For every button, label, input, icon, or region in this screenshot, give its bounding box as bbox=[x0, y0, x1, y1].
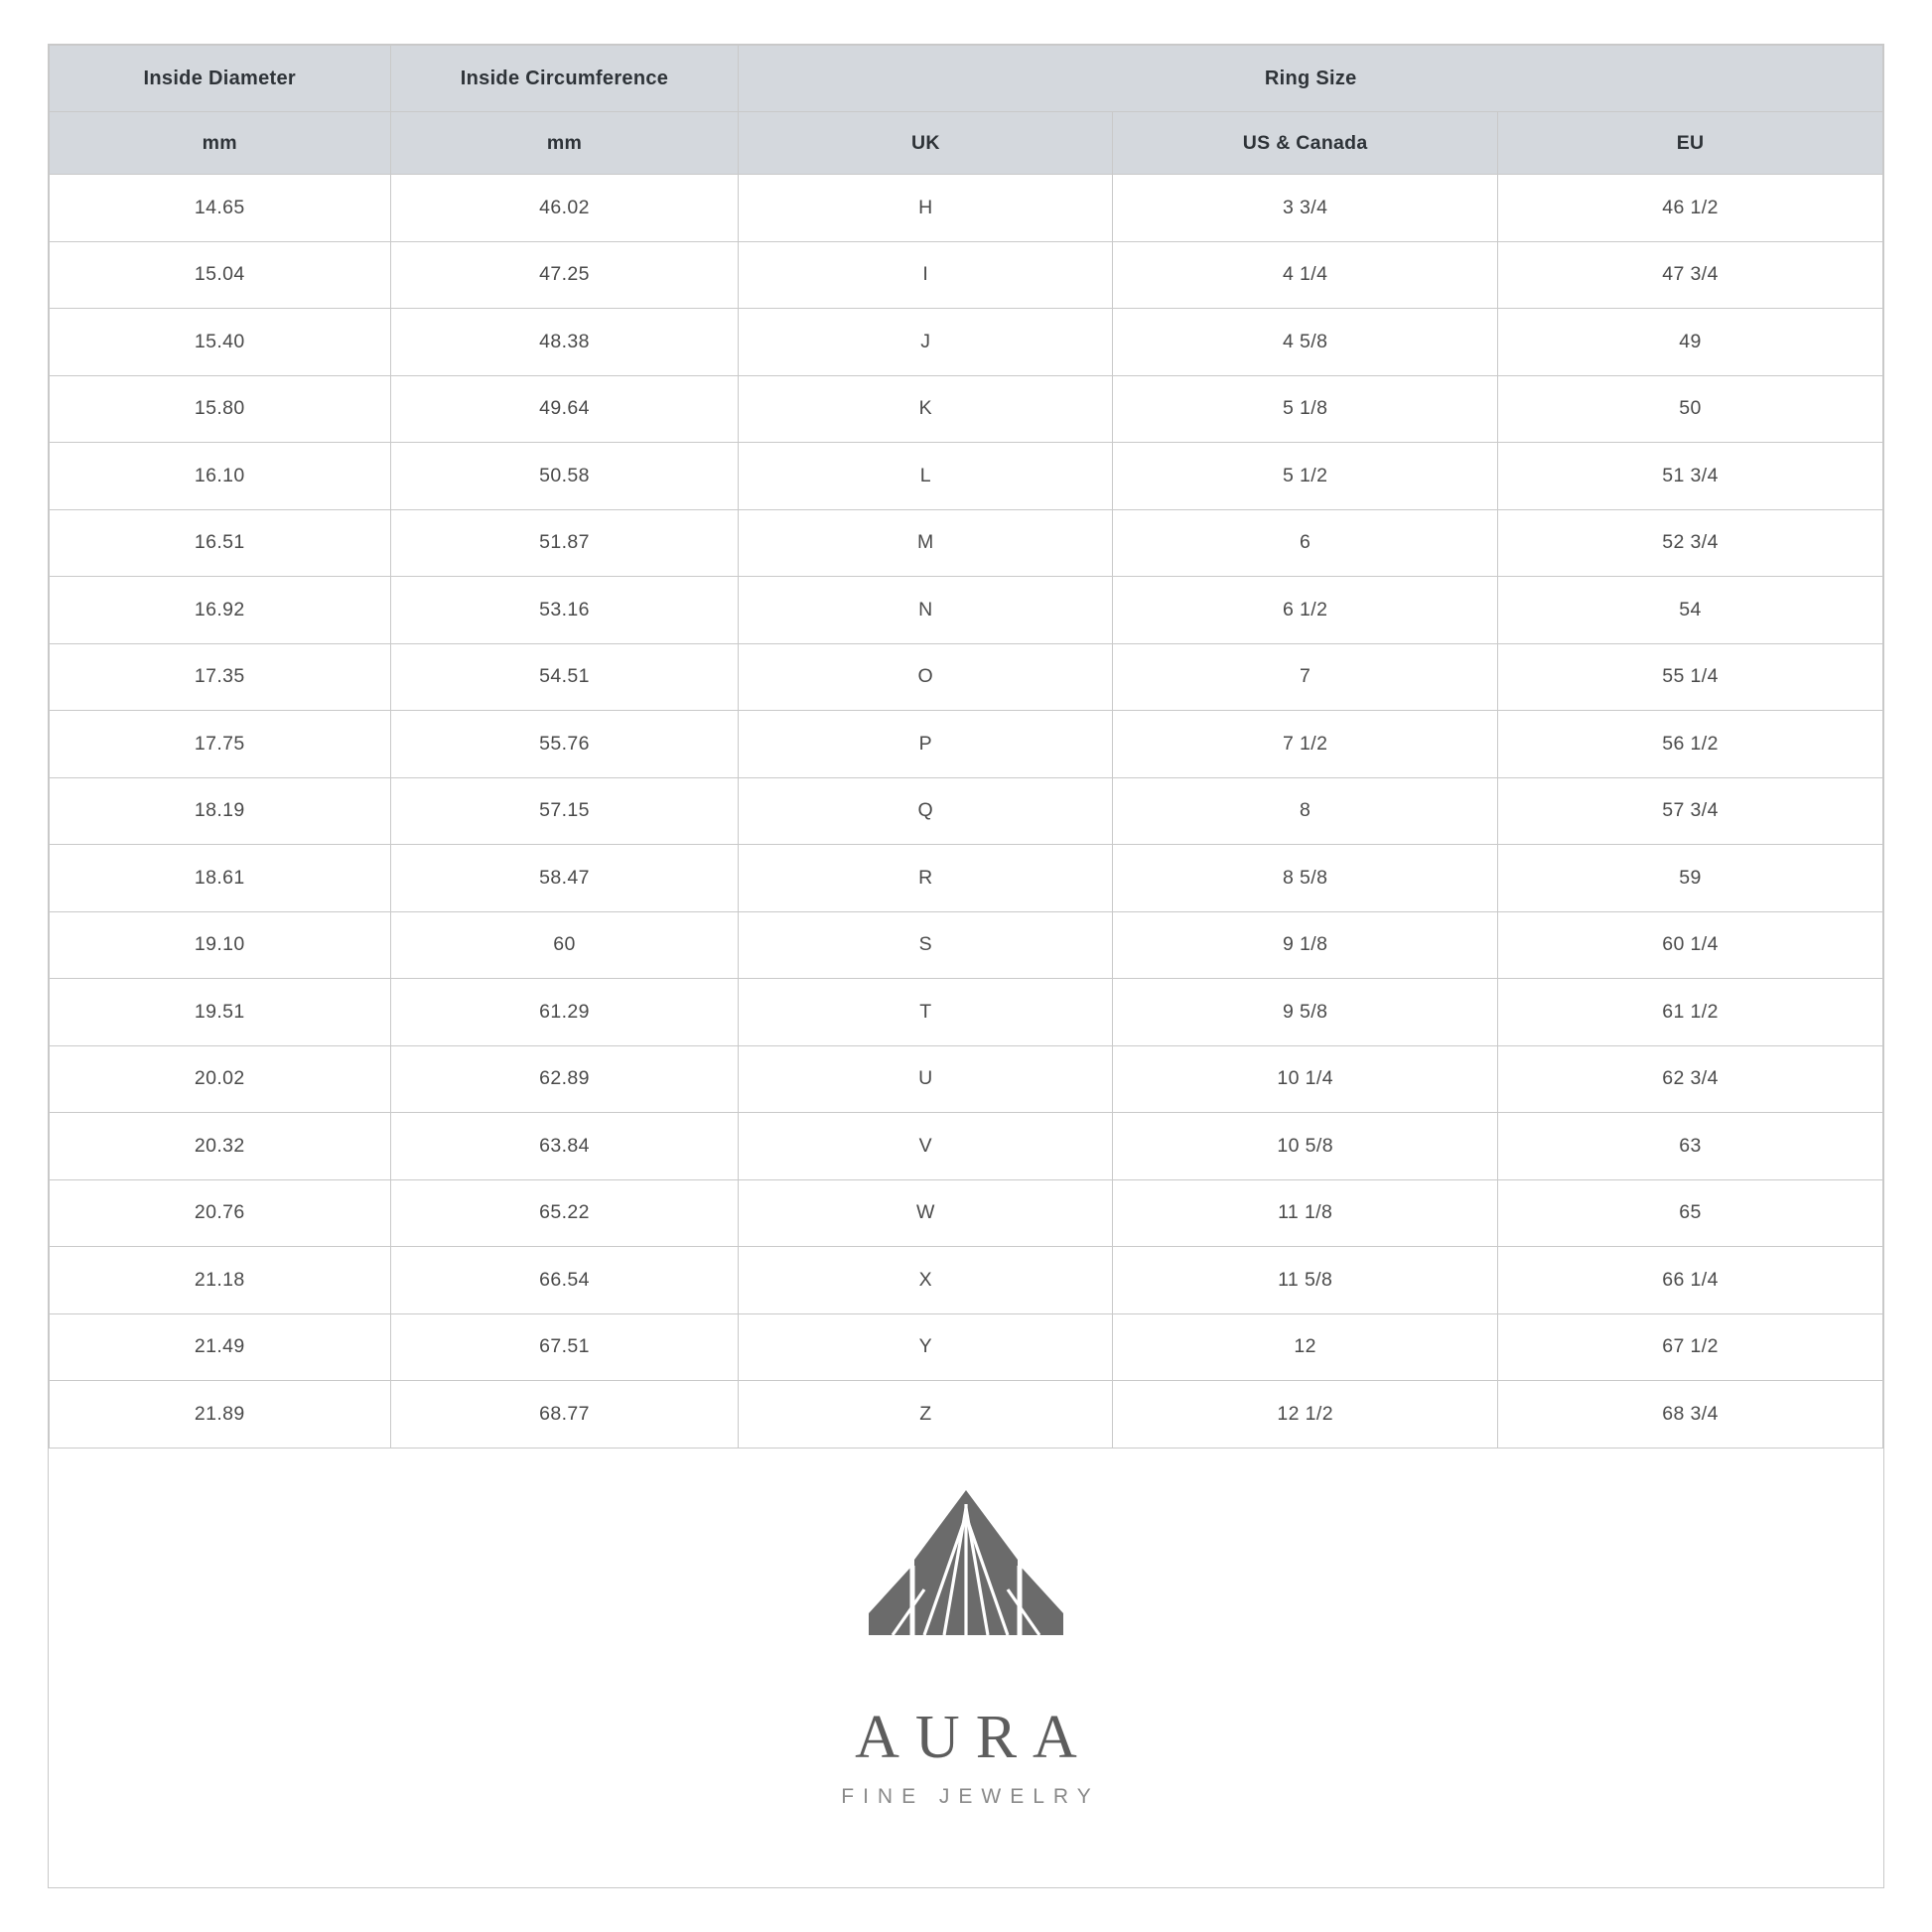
cell-uk: W bbox=[739, 1179, 1113, 1247]
group-header-row bbox=[50, 46, 1883, 112]
table-row bbox=[50, 1045, 1883, 1113]
cell-diameter: 19.51 bbox=[50, 979, 391, 1046]
chart-sheet bbox=[48, 44, 1884, 1888]
table-row bbox=[50, 509, 1883, 577]
cell-us: 5 1/2 bbox=[1113, 443, 1498, 510]
table-row bbox=[50, 1381, 1883, 1449]
brand-tagline: FINE JEWELRY bbox=[841, 1785, 1100, 1809]
cell-circumference: 53.16 bbox=[390, 577, 739, 644]
cell-uk: V bbox=[739, 1113, 1113, 1180]
cell-eu: 49 bbox=[1498, 309, 1883, 376]
table-row bbox=[50, 241, 1883, 309]
cell-eu: 47 3/4 bbox=[1498, 241, 1883, 309]
cell-diameter: 19.10 bbox=[50, 911, 391, 979]
cell-diameter: 21.49 bbox=[50, 1313, 391, 1381]
cell-diameter: 21.18 bbox=[50, 1247, 391, 1314]
cell-eu: 63 bbox=[1498, 1113, 1883, 1180]
table-row bbox=[50, 711, 1883, 778]
ring-size-table bbox=[49, 45, 1883, 1449]
brand-block bbox=[49, 1449, 1883, 1888]
cell-diameter: 16.92 bbox=[50, 577, 391, 644]
cell-circumference: 55.76 bbox=[390, 711, 739, 778]
cell-eu: 68 3/4 bbox=[1498, 1381, 1883, 1449]
cell-us: 4 5/8 bbox=[1113, 309, 1498, 376]
cell-us: 7 bbox=[1113, 643, 1498, 711]
table-row bbox=[50, 643, 1883, 711]
cell-uk: M bbox=[739, 509, 1113, 577]
cell-uk: H bbox=[739, 175, 1113, 242]
cell-uk: J bbox=[739, 309, 1113, 376]
cell-circumference: 60 bbox=[390, 911, 739, 979]
cell-uk: O bbox=[739, 643, 1113, 711]
group-header-ring-size: Ring Size bbox=[739, 46, 1883, 112]
cell-us: 4 1/4 bbox=[1113, 241, 1498, 309]
cell-circumference: 67.51 bbox=[390, 1313, 739, 1381]
cell-eu: 55 1/4 bbox=[1498, 643, 1883, 711]
cell-uk: Y bbox=[739, 1313, 1113, 1381]
table-row bbox=[50, 577, 1883, 644]
table-row bbox=[50, 175, 1883, 242]
size-table-container bbox=[49, 45, 1883, 1449]
table-row bbox=[50, 309, 1883, 376]
cell-diameter: 16.10 bbox=[50, 443, 391, 510]
cell-uk: R bbox=[739, 845, 1113, 912]
cell-eu: 62 3/4 bbox=[1498, 1045, 1883, 1113]
cell-us: 11 1/8 bbox=[1113, 1179, 1498, 1247]
cell-circumference: 58.47 bbox=[390, 845, 739, 912]
cell-diameter: 20.76 bbox=[50, 1179, 391, 1247]
sub-header-circumference-unit: mm bbox=[390, 112, 739, 175]
cell-circumference: 62.89 bbox=[390, 1045, 739, 1113]
cell-circumference: 63.84 bbox=[390, 1113, 739, 1180]
cell-eu: 46 1/2 bbox=[1498, 175, 1883, 242]
cell-circumference: 50.58 bbox=[390, 443, 739, 510]
cell-eu: 50 bbox=[1498, 375, 1883, 443]
cell-circumference: 61.29 bbox=[390, 979, 739, 1046]
sub-header-us-canada: US & Canada bbox=[1113, 112, 1498, 175]
cell-circumference: 68.77 bbox=[390, 1381, 739, 1449]
cell-diameter: 15.40 bbox=[50, 309, 391, 376]
cell-eu: 56 1/2 bbox=[1498, 711, 1883, 778]
cell-diameter: 20.02 bbox=[50, 1045, 391, 1113]
cell-eu: 65 bbox=[1498, 1179, 1883, 1247]
cell-circumference: 47.25 bbox=[390, 241, 739, 309]
table-row bbox=[50, 1113, 1883, 1180]
table-row bbox=[50, 443, 1883, 510]
brand-name: AURA bbox=[855, 1704, 1093, 1772]
cell-eu: 61 1/2 bbox=[1498, 979, 1883, 1046]
cell-us: 10 5/8 bbox=[1113, 1113, 1498, 1180]
cell-uk: S bbox=[739, 911, 1113, 979]
cell-eu: 52 3/4 bbox=[1498, 509, 1883, 577]
cell-circumference: 65.22 bbox=[390, 1179, 739, 1247]
cell-diameter: 15.04 bbox=[50, 241, 391, 309]
cell-circumference: 51.87 bbox=[390, 509, 739, 577]
cell-uk: P bbox=[739, 711, 1113, 778]
cell-uk: Q bbox=[739, 777, 1113, 845]
cell-diameter: 17.35 bbox=[50, 643, 391, 711]
cell-uk: N bbox=[739, 577, 1113, 644]
cell-uk: I bbox=[739, 241, 1113, 309]
sub-header-uk: UK bbox=[739, 112, 1113, 175]
cell-us: 9 1/8 bbox=[1113, 911, 1498, 979]
cell-circumference: 49.64 bbox=[390, 375, 739, 443]
cell-eu: 66 1/4 bbox=[1498, 1247, 1883, 1314]
cell-uk: Z bbox=[739, 1381, 1113, 1449]
table-head bbox=[50, 46, 1883, 175]
sub-header-row bbox=[50, 112, 1883, 175]
cell-diameter: 21.89 bbox=[50, 1381, 391, 1449]
cell-us: 9 5/8 bbox=[1113, 979, 1498, 1046]
cell-eu: 54 bbox=[1498, 577, 1883, 644]
table-row bbox=[50, 1313, 1883, 1381]
cell-diameter: 15.80 bbox=[50, 375, 391, 443]
cell-diameter: 14.65 bbox=[50, 175, 391, 242]
cell-us: 6 1/2 bbox=[1113, 577, 1498, 644]
cell-eu: 51 3/4 bbox=[1498, 443, 1883, 510]
cell-eu: 67 1/2 bbox=[1498, 1313, 1883, 1381]
cell-us: 8 5/8 bbox=[1113, 845, 1498, 912]
cell-diameter: 18.61 bbox=[50, 845, 391, 912]
cell-circumference: 57.15 bbox=[390, 777, 739, 845]
cell-eu: 59 bbox=[1498, 845, 1883, 912]
cell-uk: U bbox=[739, 1045, 1113, 1113]
table-row bbox=[50, 777, 1883, 845]
cell-eu: 57 3/4 bbox=[1498, 777, 1883, 845]
table-row bbox=[50, 375, 1883, 443]
cell-us: 12 bbox=[1113, 1313, 1498, 1381]
table-row bbox=[50, 979, 1883, 1046]
group-header-inside-circumference: Inside Circumference bbox=[390, 46, 739, 112]
cell-us: 8 bbox=[1113, 777, 1498, 845]
cell-circumference: 66.54 bbox=[390, 1247, 739, 1314]
sub-header-eu: EU bbox=[1498, 112, 1883, 175]
cell-eu: 60 1/4 bbox=[1498, 911, 1883, 979]
cell-diameter: 18.19 bbox=[50, 777, 391, 845]
cell-circumference: 48.38 bbox=[390, 309, 739, 376]
cell-circumference: 46.02 bbox=[390, 175, 739, 242]
cell-diameter: 17.75 bbox=[50, 711, 391, 778]
cell-uk: L bbox=[739, 443, 1113, 510]
cell-circumference: 54.51 bbox=[390, 643, 739, 711]
cell-us: 5 1/8 bbox=[1113, 375, 1498, 443]
table-row bbox=[50, 911, 1883, 979]
group-header-inside-diameter: Inside Diameter bbox=[50, 46, 391, 112]
fan-crest-icon bbox=[833, 1486, 1099, 1685]
cell-diameter: 20.32 bbox=[50, 1113, 391, 1180]
sub-header-diameter-unit: mm bbox=[50, 112, 391, 175]
cell-us: 3 3/4 bbox=[1113, 175, 1498, 242]
cell-us: 6 bbox=[1113, 509, 1498, 577]
table-row bbox=[50, 845, 1883, 912]
table-row bbox=[50, 1247, 1883, 1314]
cell-us: 7 1/2 bbox=[1113, 711, 1498, 778]
table-row bbox=[50, 1179, 1883, 1247]
cell-uk: K bbox=[739, 375, 1113, 443]
cell-us: 10 1/4 bbox=[1113, 1045, 1498, 1113]
cell-uk: X bbox=[739, 1247, 1113, 1314]
cell-us: 12 1/2 bbox=[1113, 1381, 1498, 1449]
cell-uk: T bbox=[739, 979, 1113, 1046]
table-body bbox=[50, 175, 1883, 1449]
cell-us: 11 5/8 bbox=[1113, 1247, 1498, 1314]
cell-diameter: 16.51 bbox=[50, 509, 391, 577]
